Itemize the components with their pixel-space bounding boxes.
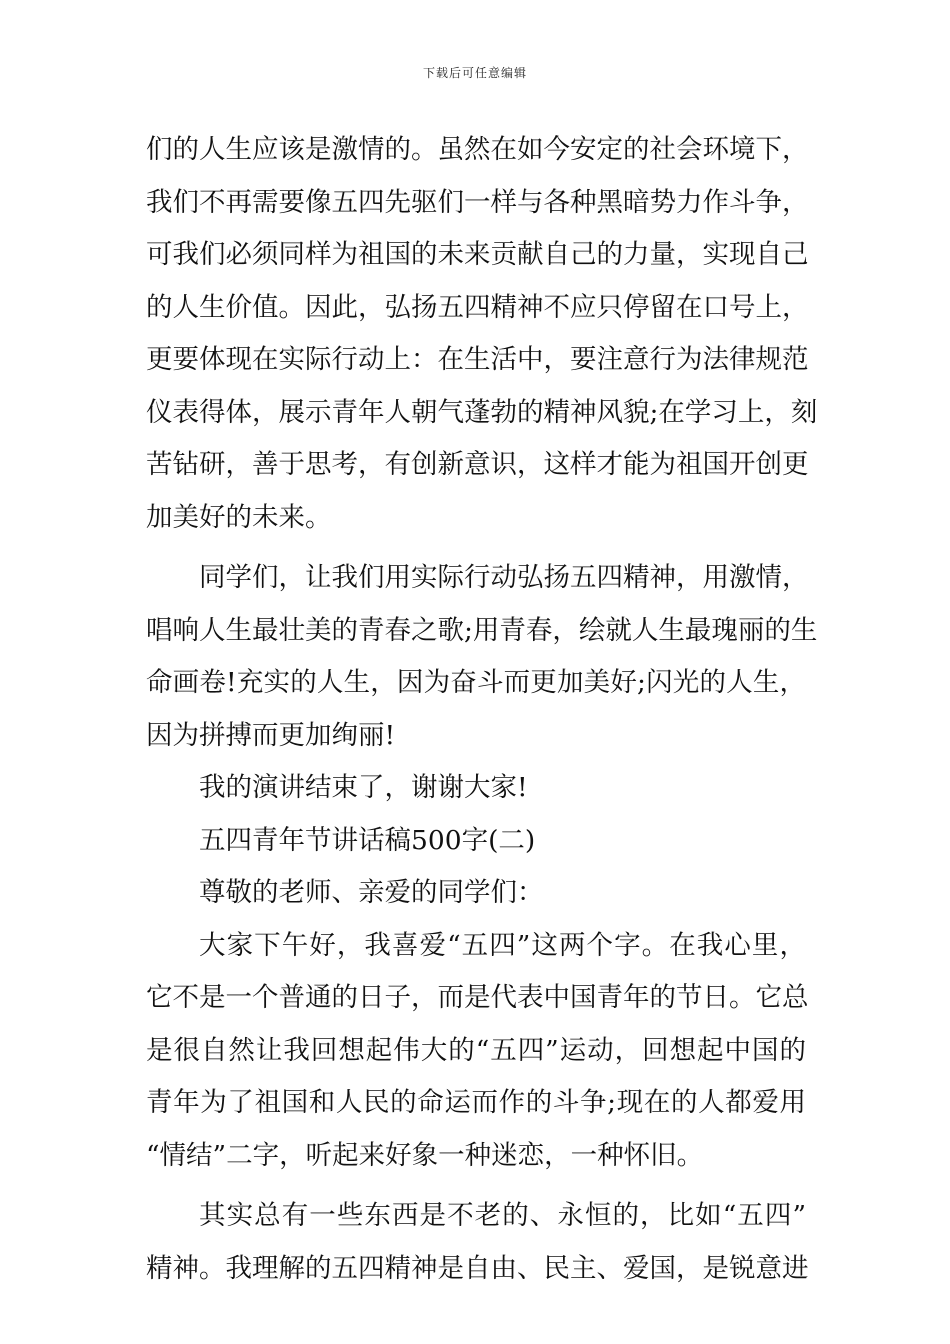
text-line: 青年为了祖国和人民的命运而作的斗争;现在的人都爱用 — [146, 1087, 806, 1118]
text-line: 唱响人生最壮美的青春之歌;用青春，绘就人生最瑰丽的生 — [146, 614, 818, 646]
text-line: 更要体现在实际行动上：在生活中，要注意行为法律规范 — [146, 344, 809, 375]
text-line: 同学们，让我们用实际行动弘扬五四精神，用激情， — [199, 562, 809, 593]
text-line: “情结”二字，听起来好象一种迷恋，一种怀旧。 — [146, 1139, 704, 1171]
text-line: 它不是一个普通的日子，而是代表中国青年的节日。它总 — [146, 982, 809, 1013]
text-line: 的人生价值。因此，弘扬五四精神不应只停留在口号上， — [146, 291, 809, 323]
paragraph — [146, 762, 806, 815]
paragraph — [146, 1190, 809, 1295]
paragraph — [146, 552, 818, 762]
text-line: 加美好的未来。 — [146, 501, 332, 533]
text-line: 精神。我理解的五四精神是自由、民主、爱国，是锐意进 — [146, 1252, 809, 1284]
salutation — [146, 867, 806, 920]
text-line: 尊敬的老师、亲爱的同学们： — [199, 877, 544, 908]
text-line: 们的人生应该是激情的。虽然在如今安定的社会环境下， — [146, 134, 809, 165]
text-line: 命画卷!充实的人生，因为奋斗而更加美好;闪光的人生， — [146, 667, 806, 698]
text-line: 五四青年节讲话稿500字(二) — [199, 824, 536, 856]
section-title — [146, 815, 806, 868]
text-line: 因为拼搏而更加绚丽! — [146, 719, 396, 751]
paragraph — [146, 124, 818, 544]
page-header: 下载后可任意编辑 — [422, 66, 527, 80]
text-line: 我们不再需要像五四先驱们一样与各种黑暗势力作斗争， — [146, 186, 809, 218]
text-line: 仪表得体，展示青年人朝气蓬勃的精神风貌;在学习上，刻 — [146, 396, 818, 428]
document-body — [146, 124, 818, 1295]
text-line: 可我们必须同样为祖国的未来贡献自己的力量，实现自己 — [146, 239, 809, 270]
text-line: 苦钻研，善于思考，有创新意识，这样才能为祖国开创更 — [146, 449, 809, 480]
text-line: 是很自然让我回想起伟大的“五四”运动，回想起中国的 — [146, 1034, 806, 1066]
text-line: 我的演讲结束了，谢谢大家! — [199, 772, 528, 803]
paragraph — [146, 920, 809, 1183]
text-line: 大家下午好，我喜爱“五四”这两个字。在我心里， — [199, 929, 806, 961]
text-line: 其实总有一些东西是不老的、永恒的，比如“五四” — [199, 1200, 806, 1231]
